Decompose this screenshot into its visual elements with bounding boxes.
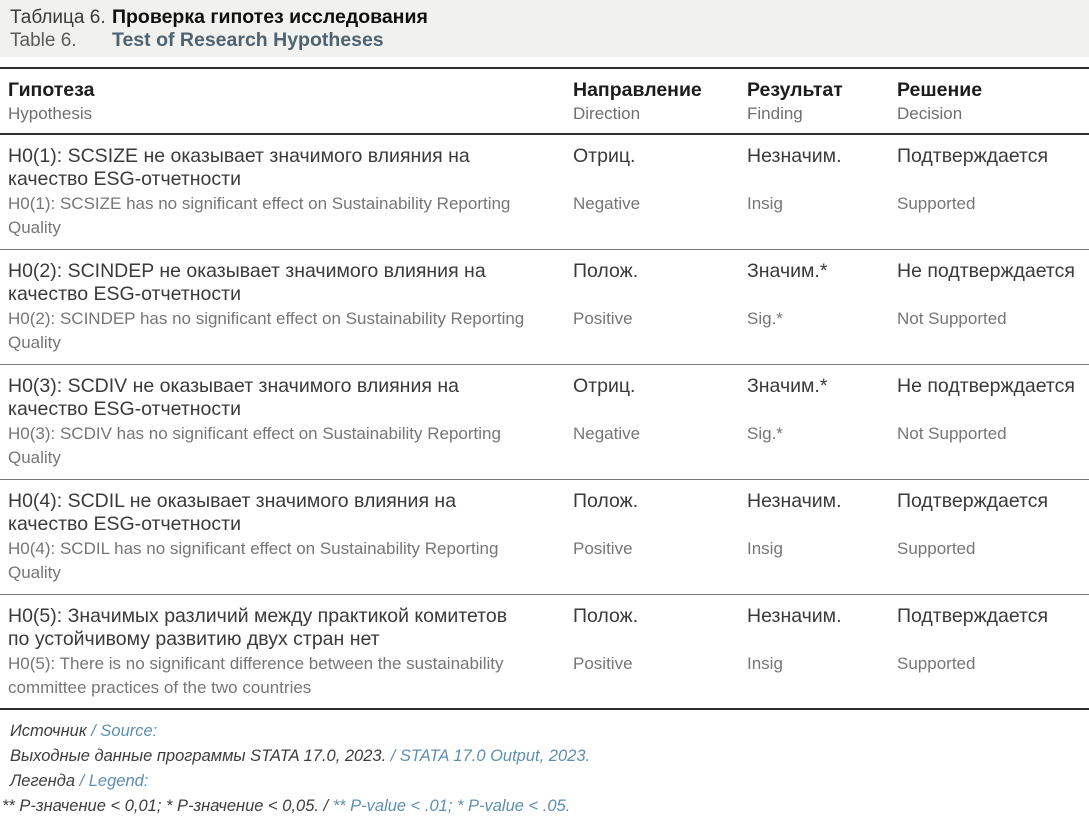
header-decision-ru: Решение xyxy=(897,79,983,101)
hypothesis-cell xyxy=(0,365,565,479)
table-header-row xyxy=(0,69,1089,135)
hypothesis-cell xyxy=(0,480,565,594)
direction-ru: Отриц. xyxy=(573,145,636,167)
decision-en: Not Supported xyxy=(897,424,1007,443)
hypotheses-table xyxy=(0,67,1089,710)
decision-cell xyxy=(889,250,1089,364)
source-text-ru: Выходные данные программы STATA 17.0, 2023. xyxy=(10,747,391,765)
finding-ru: Незначим. xyxy=(747,490,842,512)
hypothesis-en: H0(2): SCINDEP has no significant effect on Sustainability Reporting Quality xyxy=(8,309,525,352)
direction-en: Positive xyxy=(573,654,633,673)
hypothesis-ru: H0(2): SCINDEP не оказывает значимого влияния на качество ESG-отчетности xyxy=(8,260,486,305)
decision-cell xyxy=(889,595,1089,708)
header-decision-en: Decision xyxy=(897,104,963,123)
hypothesis-ru: H0(3): SCDIV не оказывает значимого влияния на качество ESG-отчетности xyxy=(8,375,459,420)
hypothesis-ru: H0(4): SCDIL не оказывает значимого влияния на качество ESG-отчетности xyxy=(8,490,457,535)
header-direction-ru: Направление xyxy=(573,79,702,101)
direction-ru: Полож. xyxy=(573,490,639,512)
table-row xyxy=(0,135,1089,250)
hypothesis-ru: H0(1): SCSIZE не оказывает значимого влияния на качество ESG-отчетности xyxy=(8,145,470,190)
hypothesis-cell xyxy=(0,595,565,708)
legend-values-ru: ** P-значение < 0,01; * P-значение < 0,05. / xyxy=(2,797,333,815)
header-finding-ru: Результат xyxy=(747,79,843,101)
finding-ru: Значим.* xyxy=(747,375,828,397)
decision-ru: Подтверждается xyxy=(897,490,1049,512)
header-finding-en: Finding xyxy=(747,104,803,123)
table-footnotes xyxy=(0,710,1089,819)
hypothesis-ru: H0(5): Значимых различий между практикой комитетов по устойчивому развитию двух стран нет xyxy=(8,605,508,650)
direction-ru: Полож. xyxy=(573,605,639,627)
caption-label-en: Table 6. xyxy=(10,30,77,51)
source-label-en: / Source: xyxy=(91,722,158,740)
legend-label-line xyxy=(10,769,1089,794)
decision-cell xyxy=(889,480,1089,594)
decision-cell xyxy=(889,135,1089,249)
decision-en: Supported xyxy=(897,654,976,673)
source-text-en: / STATA 17.0 Output, 2023. xyxy=(390,747,591,765)
source-text-line xyxy=(10,744,1089,769)
direction-cell xyxy=(565,595,739,708)
decision-ru: Подтверждается xyxy=(897,605,1049,627)
decision-en: Not Supported xyxy=(897,309,1007,328)
finding-cell xyxy=(739,135,889,249)
finding-cell xyxy=(739,595,889,708)
direction-en: Positive xyxy=(573,539,633,558)
header-finding xyxy=(739,69,889,133)
header-hypothesis-en: Hypothesis xyxy=(8,104,93,123)
decision-ru: Не подтверждается xyxy=(897,375,1075,397)
direction-en: Negative xyxy=(573,424,641,443)
header-hypothesis-ru: Гипотеза xyxy=(8,79,95,101)
direction-cell xyxy=(565,135,739,249)
source-label-ru: Источник xyxy=(10,722,92,740)
finding-ru: Значим.* xyxy=(747,260,828,282)
decision-ru: Подтверждается xyxy=(897,145,1049,167)
finding-ru: Незначим. xyxy=(747,145,842,167)
finding-en: Sig.* xyxy=(747,309,783,328)
finding-cell xyxy=(739,365,889,479)
direction-en: Negative xyxy=(573,194,641,213)
table-row xyxy=(0,480,1089,595)
finding-en: Insig xyxy=(747,194,783,213)
table-row xyxy=(0,595,1089,710)
direction-cell xyxy=(565,250,739,364)
finding-cell xyxy=(739,250,889,364)
decision-ru: Не подтверждается xyxy=(897,260,1075,282)
caption-label-ru: Таблица 6. xyxy=(10,7,106,28)
hypothesis-en: H0(5): There is no significant difference between the sustainability committee practices of the two countries xyxy=(8,654,504,697)
direction-en: Positive xyxy=(573,309,633,328)
legend-label-en: / Legend: xyxy=(79,772,149,790)
direction-ru: Полож. xyxy=(573,260,639,282)
direction-cell xyxy=(565,365,739,479)
caption-title-ru: Проверка гипотез исследования xyxy=(112,6,428,28)
decision-cell xyxy=(889,365,1089,479)
legend-values-line xyxy=(2,794,1089,819)
source-label-line xyxy=(10,719,1089,744)
decision-en: Supported xyxy=(897,539,976,558)
hypothesis-cell xyxy=(0,250,565,364)
finding-ru: Незначим. xyxy=(747,605,842,627)
hypothesis-cell xyxy=(0,135,565,249)
header-direction-en: Direction xyxy=(573,104,641,123)
table-row xyxy=(0,250,1089,365)
decision-en: Supported xyxy=(897,194,976,213)
header-direction xyxy=(565,69,739,133)
header-decision xyxy=(889,69,1089,133)
finding-en: Insig xyxy=(747,539,783,558)
hypothesis-en: H0(3): SCDIV has no significant effect on Sustainability Reporting Quality xyxy=(8,424,501,467)
finding-en: Sig.* xyxy=(747,424,783,443)
caption-title-en: Test of Research Hypotheses xyxy=(112,29,384,51)
caption-line-en xyxy=(10,29,1079,52)
hypothesis-en: H0(4): SCDIL has no significant effect on Sustainability Reporting Quality xyxy=(8,539,499,582)
caption-line-ru xyxy=(10,6,1079,29)
header-hypothesis xyxy=(0,69,565,133)
caption-table-gap xyxy=(0,57,1089,67)
finding-cell xyxy=(739,480,889,594)
legend-label-ru: Легенда xyxy=(10,772,80,790)
finding-en: Insig xyxy=(747,654,783,673)
direction-ru: Отриц. xyxy=(573,375,636,397)
table-row xyxy=(0,365,1089,480)
legend-values-en: ** P-value < .01; * P-value < .05. xyxy=(332,797,571,815)
direction-cell xyxy=(565,480,739,594)
hypothesis-en: H0(1): SCSIZE has no significant effect on Sustainability Reporting Quality xyxy=(8,194,511,237)
table-caption xyxy=(0,0,1089,57)
